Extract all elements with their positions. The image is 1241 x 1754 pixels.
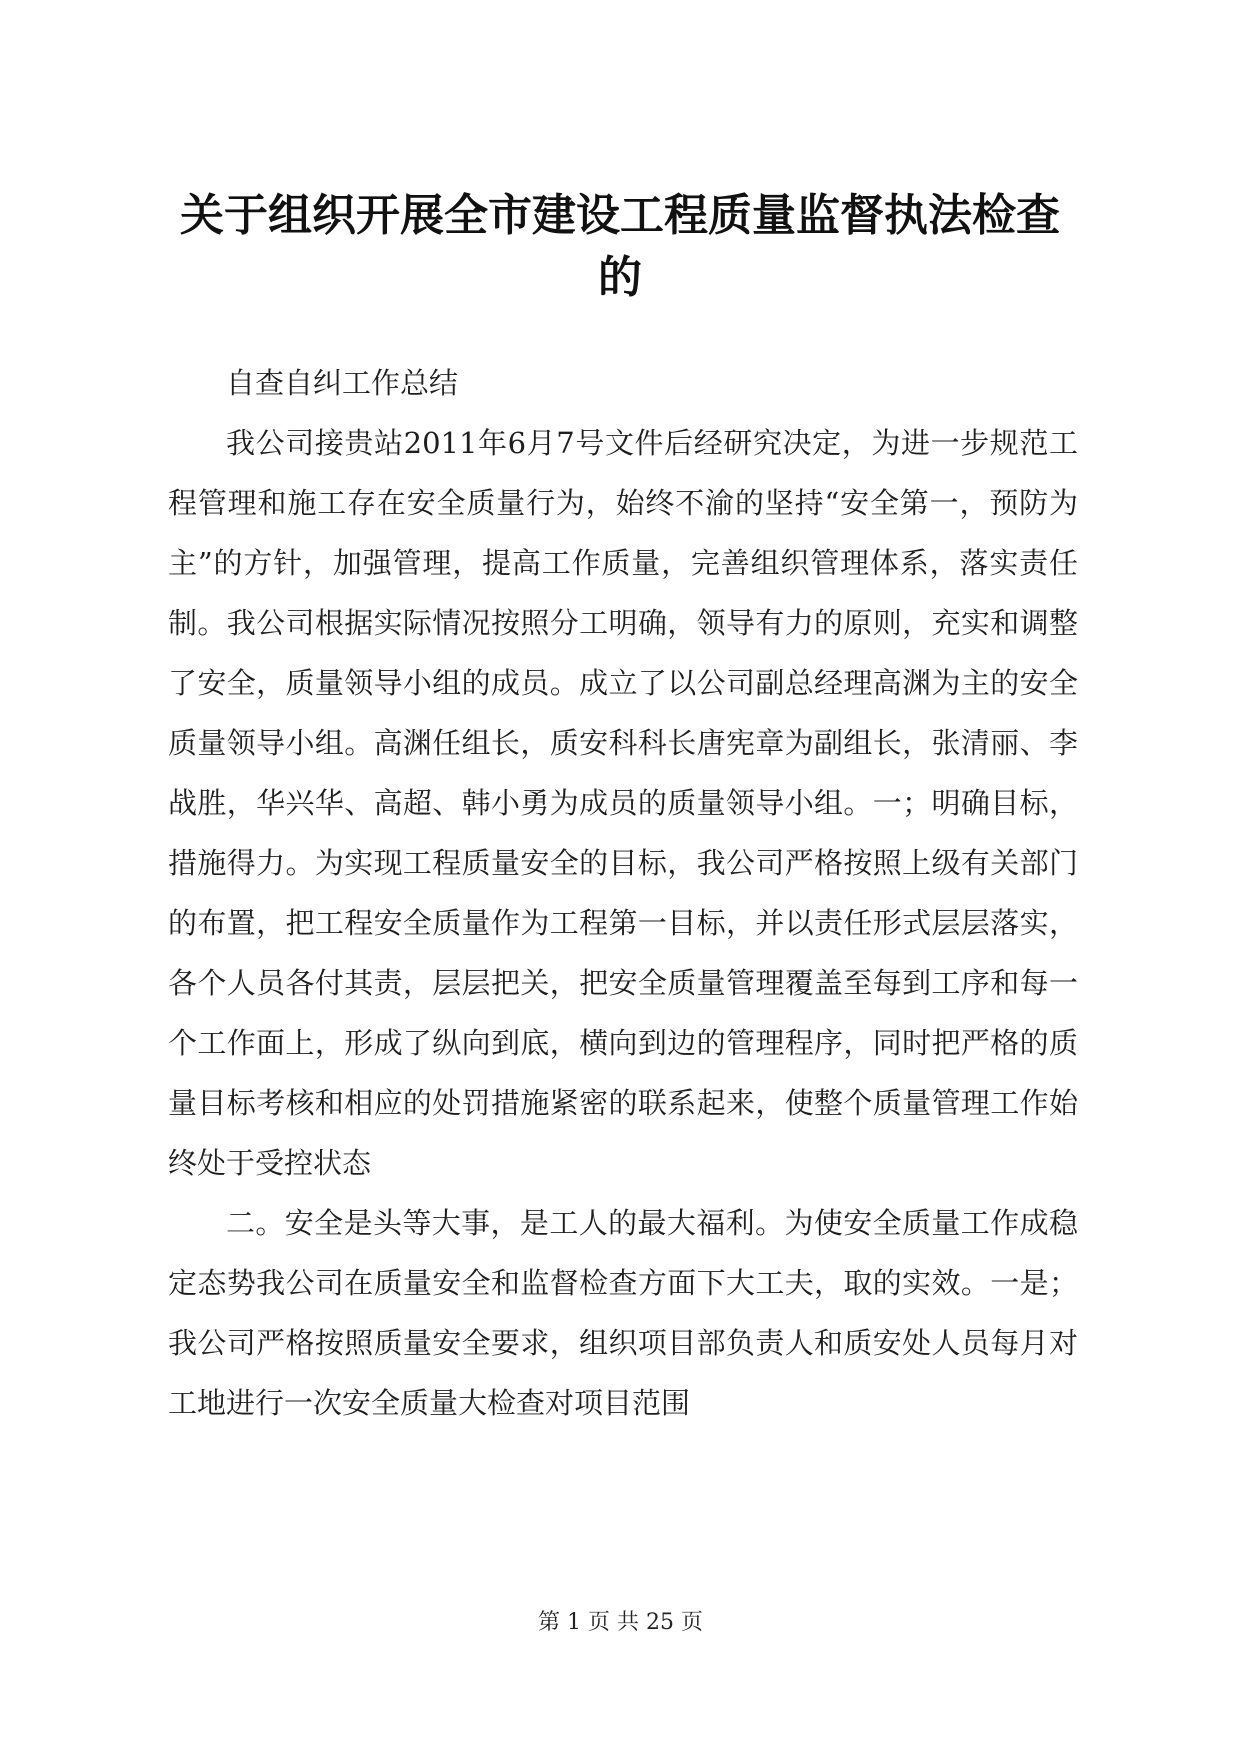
page-number-footer: 第 1 页 共 25 页 (538, 1610, 703, 1635)
paragraph-1: 我公司接贵站2011年6月7号文件后经研究决定，为进一步规范工程管理和施工存在安全质量行为，始终不渝的坚持“安全第一，预防为主”的方针，加强管理，提高工作质量，完善组织管理体系，落实责任制。我公司根据实际情况按照分工明确，领导有力的原则，充实和调整了安全，质量领导小组的成员。成立了以公司副总经理高渊为主的安全质量领导小组。高渊任组长，质安科科长唐宪章为副组长，张清丽、李战胜，华兴华、高超、韩小勇为成员的质量领导小组。一；明确目标，措施得力。为实现工程质量安全的目标，我公司严格按照上级有关部门的布置，把工程安全质量作为工程第一目标，并以责任形式层层落实，各个人员各付其责，层层把关，把安全质量管理覆盖至每到工序和每一个工作面上，形成了纵向到底，横向到边的管理程序，同时把严格的质量目标考核和相应的处罚措施紧密的联系起来，使整个质量管理工作始终处于受控状态 (168, 426, 1078, 1180)
document-title (140, 185, 1100, 309)
document-body (168, 353, 1078, 1433)
paragraph-subtitle: 自查自纠工作总结 (226, 366, 459, 400)
title-line-1: 关于组织开展全市建设工程质量监督执法检查 (180, 190, 1060, 241)
title-line-2: 的 (598, 252, 642, 303)
paragraph-2: 二。安全是头等大事，是工人的最大福利。为使安全质量工作成稳定态势我公司在质量安全和监督检查方面下大工夫，取的实效。一是；我公司严格按照质量安全要求，组织项目部负责人和质安处人员每月对工地进行一次安全质量大检查对项目范围 (168, 1206, 1078, 1420)
